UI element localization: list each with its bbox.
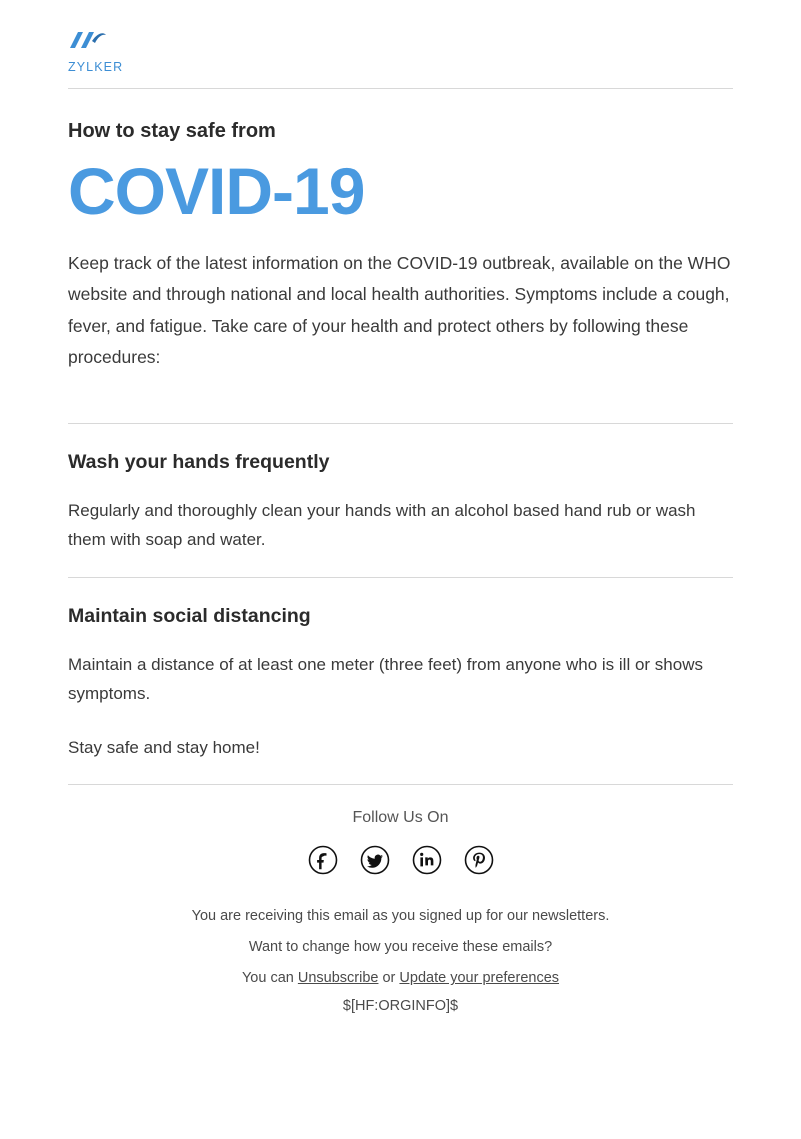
zylker-logo-icon xyxy=(68,28,108,54)
pinterest-icon[interactable] xyxy=(464,845,494,875)
section-paragraph: Stay safe and stay home! xyxy=(68,737,260,757)
section-heading: Maintain social distancing xyxy=(68,604,311,627)
hero-kicker: How to stay safe from xyxy=(68,120,276,142)
section-paragraph: Regularly and thoroughly clean your hands with an alcohol based hand rub or wash them with soap and water. xyxy=(68,501,696,550)
section-social-distancing xyxy=(68,578,733,784)
email-footer xyxy=(68,785,733,1041)
follow-us-label: Follow Us On xyxy=(352,808,449,826)
hero-intro-text: Keep track of the latest information on the COVID-19 outbreak, available on the WHO website and through national and local health authorities. Symptoms include a cough, fever, and fatigue. Take care of your health and protect others by following these procedures: xyxy=(68,253,731,367)
signup-notice: You are receiving this email as you signed up for our newsletters. xyxy=(191,907,610,924)
unsubscribe-link[interactable]: Unsubscribe xyxy=(297,970,379,987)
twitter-icon[interactable] xyxy=(360,845,390,875)
footer-actions xyxy=(68,967,733,990)
page-title: COVID-19 xyxy=(68,154,365,228)
action-prefix: You can xyxy=(241,970,298,987)
change-preferences-question: Want to change how you receive these emails? xyxy=(248,938,553,955)
section-heading: Wash your hands frequently xyxy=(68,450,330,473)
brand-name: ZYLKER xyxy=(68,60,124,74)
linkedin-icon[interactable] xyxy=(412,845,442,875)
hero-section xyxy=(68,89,733,377)
social-links xyxy=(68,845,733,875)
update-preferences-link[interactable]: Update your preferences xyxy=(399,970,560,987)
facebook-icon[interactable] xyxy=(308,845,338,875)
email-header xyxy=(68,0,733,88)
org-info-placeholder: $[HF:ORGINFO]$ xyxy=(342,998,459,1015)
section-paragraph: Maintain a distance of at least one meter (three feet) from anyone who is ill or shows symptoms. xyxy=(68,655,703,704)
section-wash-hands xyxy=(68,424,733,577)
action-separator: or xyxy=(378,970,400,987)
